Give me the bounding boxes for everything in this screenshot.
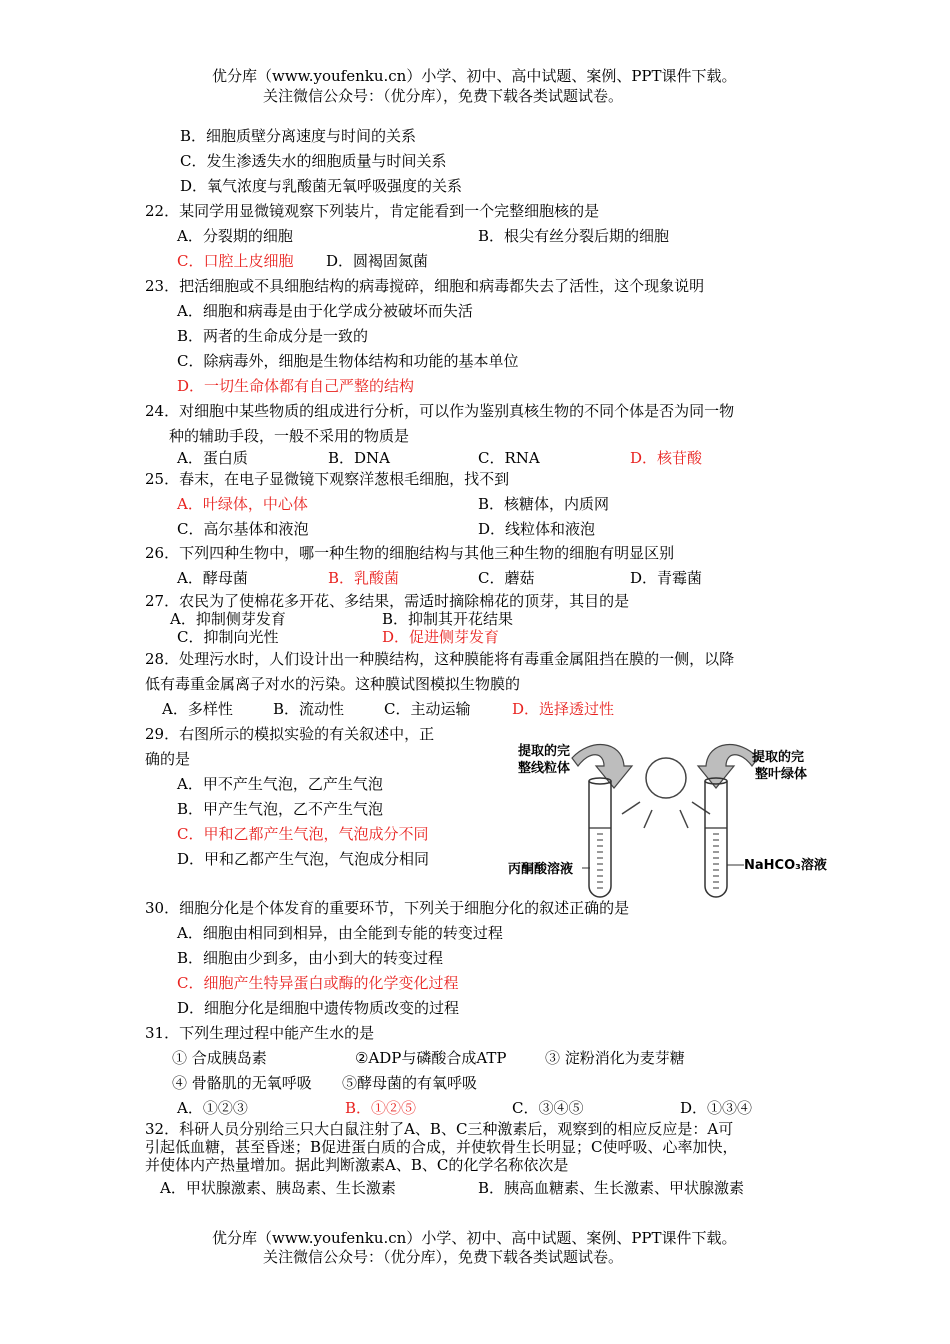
q30-option-d: D．细胞分化是细胞中遗传物质改变的过程 <box>177 999 460 1017</box>
q24-option-c: C．RNA <box>478 449 540 467</box>
q29-option-b: B．甲产生气泡，乙不产生气泡 <box>177 800 384 818</box>
q30-option-b: B．细胞由少到多，由小到大的转变过程 <box>177 949 444 967</box>
q25-option-a: A．叶绿体，中心体 <box>177 495 308 513</box>
q28-option-c: C．主动运输 <box>384 700 471 718</box>
header-line-2: 关注微信公众号：（优分库），免费下载各类试题试卷。 <box>263 87 624 105</box>
q21-option-c: C．发生渗透失水的细胞质量与时间关系 <box>180 152 447 170</box>
q28-stem-1: 28．处理污水时，人们设计出一种膜结构，这种膜能将有毒重金属阻挡在膜的一侧，以降 <box>145 650 735 668</box>
q31-option-b: B．①②⑤ <box>345 1099 417 1117</box>
q26-option-d: D．青霉菌 <box>630 569 703 587</box>
q24-stem-1: 24．对细胞中某些物质的组成进行分析，可以作为鉴别真核生物的不同个体是否为同一物 <box>145 402 735 420</box>
q29-option-c: C．甲和乙都产生气泡，气泡成分不同 <box>177 825 429 843</box>
q29-option-d: D．甲和乙都产生气泡，气泡成分相同 <box>177 850 430 868</box>
q30-option-c: C．细胞产生特异蛋白或酶的化学变化过程 <box>177 974 459 992</box>
q22-option-b: B．根尖有丝分裂后期的细胞 <box>478 227 670 245</box>
sun-icon <box>622 758 710 828</box>
q24-option-d: D．核苷酸 <box>630 449 703 467</box>
left-figure-label-2: 整线粒体 <box>518 761 571 776</box>
q25-stem: 25．春末，在电子显微镜下观察洋葱根毛细胞，找不到 <box>145 470 510 488</box>
q31-item-4: ④ 骨骼肌的无氧呼吸 <box>172 1074 312 1092</box>
left-curved-arrow-icon <box>572 745 632 788</box>
q26-stem: 26．下列四种生物中，哪一种生物的细胞结构与其他三种生物的细胞有明显区别 <box>145 544 675 562</box>
q31-item-5: ⑤酵母菌的有氧呼吸 <box>342 1074 478 1092</box>
right-curved-arrow-icon <box>698 745 758 788</box>
q30-option-a: A．细胞由相同到相异，由全能到专能的转变过程 <box>177 924 503 942</box>
q23-option-a: A．细胞和病毒是由于化学成分被破坏而失活 <box>177 302 473 320</box>
right-solution-label: NaHCO₃溶液 <box>744 858 827 873</box>
q32-stem-2: 引起低血糖，甚至昏迷；B促进蛋白质的合成，并使软骨生长明显；C使呼吸、心率加快， <box>145 1138 738 1156</box>
footer-line-1: 优分库（www.youfenku.cn）小学、初中、高中试题、案例、PPT课件下载。 <box>212 1229 737 1247</box>
q27-option-b: B．抑制其开花结果 <box>382 610 514 628</box>
q21-option-b: B．细胞质壁分离速度与时间的关系 <box>180 127 417 145</box>
q29-option-a: A．甲不产生气泡，乙产生气泡 <box>177 775 383 793</box>
q26-option-c: C．蘑菇 <box>478 569 535 587</box>
q31-item-2: ②ADP与磷酸合成ATP <box>355 1049 507 1067</box>
q28-stem-2: 低有毒重金属离子对水的污染。这种膜试图模拟生物膜的 <box>145 675 521 693</box>
q25-option-c: C．高尔基体和液泡 <box>177 520 309 538</box>
left-test-tube-icon <box>589 778 611 897</box>
q24-option-a: A．蛋白质 <box>177 449 248 467</box>
q32-option-a: A．甲状腺激素、胰岛素、生长激素 <box>160 1179 396 1197</box>
q28-option-b: B．流动性 <box>273 700 345 718</box>
q25-option-b: B．核糖体，内质网 <box>478 495 610 513</box>
q28-option-a: A．多样性 <box>162 700 233 718</box>
q27-option-d: D．促进侧芽发育 <box>382 628 500 646</box>
q24-stem-2: 种的辅助手段，一般不采用的物质是 <box>169 427 410 445</box>
right-figure-label-1: 提取的完 <box>752 750 805 765</box>
right-figure-label-2: 整叶绿体 <box>755 767 808 782</box>
q26-option-a: A．酵母菌 <box>177 569 248 587</box>
q32-option-b: B．胰高血糖素、生长激素、甲状腺激素 <box>478 1179 745 1197</box>
q31-item-3: ③ 淀粉消化为麦芽糖 <box>545 1049 685 1067</box>
q23-stem: 23．把活细胞或不具细胞结构的病毒搅碎，细胞和病毒都失去了活性，这个现象说明 <box>145 277 705 295</box>
q25-option-d: D．线粒体和液泡 <box>478 520 596 538</box>
left-figure-label-1: 提取的完 <box>518 744 571 759</box>
footer-line-2: 关注微信公众号：（优分库），免费下载各类试题试卷。 <box>263 1248 624 1266</box>
q30-stem: 30．细胞分化是个体发育的重要环节，下列关于细胞分化的叙述正确的是 <box>145 899 630 917</box>
q22-stem: 22．某同学用显微镜观察下列装片，肯定能看到一个完整细胞核的是 <box>145 202 600 220</box>
q31-option-c: C．③④⑤ <box>512 1099 584 1117</box>
right-test-tube-icon <box>705 778 727 897</box>
q29-stem-1: 29．右图所示的模拟实验的有关叙述中，正 <box>145 725 435 743</box>
q24-option-b: B．DNA <box>328 449 391 467</box>
q27-option-a: A．抑制侧芽发育 <box>170 610 286 628</box>
q23-option-b: B．两者的生命成分是一致的 <box>177 327 369 345</box>
q22-option-d: D．圆褐固氮菌 <box>326 252 429 270</box>
q23-option-c: C．除病毒外，细胞是生物体结构和功能的基本单位 <box>177 352 519 370</box>
q21-option-d: D．氧气浓度与乳酸菌无氧呼吸强度的关系 <box>180 177 463 195</box>
left-solution-label: 丙酮酸溶液 <box>508 862 574 877</box>
q31-item-1: ① 合成胰岛素 <box>172 1049 267 1067</box>
header-line-1: 优分库（www.youfenku.cn）小学、初中、高中试题、案例、PPT课件下载。 <box>212 67 737 85</box>
q31-stem: 31．下列生理过程中能产生水的是 <box>145 1024 375 1042</box>
q31-option-d: D．①③④ <box>680 1099 753 1117</box>
q28-option-d: D．选择透过性 <box>512 700 615 718</box>
q23-option-d: D．一切生命体都有自己严整的结构 <box>177 377 415 395</box>
q32-stem-1: 32．科研人员分别给三只大白鼠注射了A、B、C三种激素后，观察到的相应反应是：A可 <box>145 1120 734 1138</box>
q27-option-c: C．抑制向光性 <box>177 628 279 646</box>
q22-option-c: C．口腔上皮细胞 <box>177 252 294 270</box>
q27-stem: 27．农民为了使棉花多开花、多结果，需适时摘除棉花的顶芽，其目的是 <box>145 592 630 610</box>
q26-option-b: B．乳酸菌 <box>328 569 400 587</box>
q32-stem-3: 并使体内产热量增加。据此判断激素A、B、C的化学名称依次是 <box>145 1156 569 1174</box>
q29-stem-2: 确的是 <box>145 750 191 768</box>
q31-option-a: A．①②③ <box>177 1099 248 1117</box>
q22-option-a: A．分裂期的细胞 <box>177 227 293 245</box>
